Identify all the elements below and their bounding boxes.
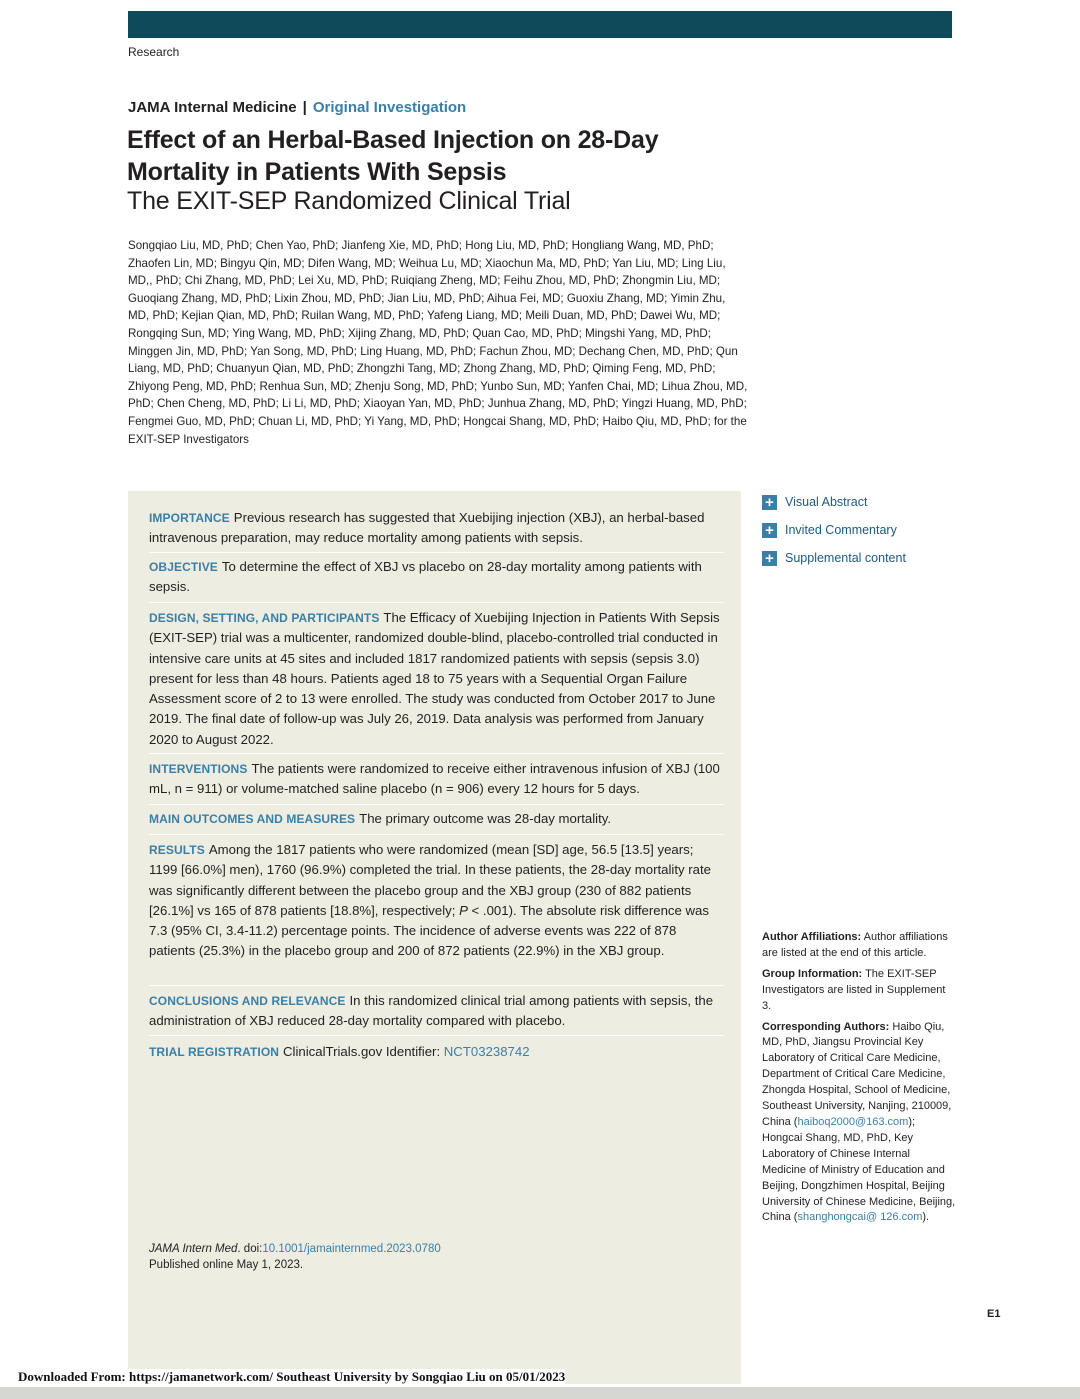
abstract-registration xyxy=(149,1042,724,1062)
group-information xyxy=(762,967,957,1015)
link-label: Invited Commentary xyxy=(785,523,897,537)
divider xyxy=(149,834,724,835)
section-text: The Efficacy of Xuebijing Injection in Patients With Sepsis (EXIT-SEP) trial was a multicenter, randomized double-blind, placebo-controlled trial conducted in intensive care units at 45 sites and included 1817 randomized patients with sepsis (sepsis 3.0) present for less than 48 hours. Patients aged 18 to 75 years with a Sequential Organ Failure Assessment score of 2 to 13 were enrolled. The study was conducted from October 2017 to June 2019. The final date of follow-up was July 26, 2019. Data analysis was performed from January 2020 to August 2022. xyxy=(149,610,720,747)
section-heading: MAIN OUTCOMES AND MEASURES xyxy=(149,812,356,826)
divider xyxy=(149,804,724,805)
abstract-objective xyxy=(149,557,724,598)
section-text: Previous research has suggested that Xuebijing injection (XBJ), an herbal-based intravenous preparation, may reduce mortality among patients with sepsis. xyxy=(149,510,705,546)
email-link-shang[interactable]: shanghongcai@ 126.com xyxy=(797,1211,923,1224)
section-heading: IMPORTANCE xyxy=(149,511,230,525)
section-heading: RESULTS xyxy=(149,843,205,857)
article-type: Original Investigation xyxy=(312,99,467,116)
journal-abbrev: JAMA Intern Med xyxy=(149,1243,238,1255)
corresponding-heading: Corresponding Authors: xyxy=(762,1020,890,1033)
article-title: Effect of an Herbal-Based Injection on 28-Day Mortality in Patients With Sepsis xyxy=(127,126,659,186)
section-text: The primary outcome was 28-day mortality. xyxy=(359,811,612,826)
article-subtitle: The EXIT-SEP Randomized Clinical Trial xyxy=(127,187,571,215)
abstract-importance xyxy=(149,508,724,549)
affiliations-heading: Author Affiliations: xyxy=(762,931,862,943)
link-label: Supplemental content xyxy=(785,551,906,565)
supplemental-content-link[interactable] xyxy=(762,544,906,572)
section-heading: CONCLUSIONS AND RELEVANCE xyxy=(149,994,346,1008)
section-text: In this randomized clinical trial among patients with sepsis, the administration of XBJ reduced 28-day mortality compared with placebo. xyxy=(149,993,714,1029)
corresponding-text-3: ). xyxy=(922,1211,930,1224)
abstract-box xyxy=(128,491,741,1384)
journal-name: JAMA Internal Medicine xyxy=(128,99,297,116)
divider xyxy=(149,1035,724,1036)
abstract-design xyxy=(149,608,724,750)
section-heading: INTERVENTIONS xyxy=(149,762,248,776)
author-affiliations xyxy=(762,930,957,962)
plus-icon: + xyxy=(762,551,777,566)
p-value-symbol: P xyxy=(459,902,468,918)
section-text-cont: < .001). The absolute risk difference was 7.3 (95% CI, 3.4-11.2) percentage points. The incidence of adverse events was 222 of 878 patients (25.3%) in the placebo group and 200 of 872 patients (22.9%) in the XBJ group. xyxy=(149,902,709,959)
section-text: Among the 1817 patients who were randomized (mean [SD] age, 56.5 [13.5] years; 1199 [66.0%] men), 1760 (96.9%) completed the trial. In these patients, the 28-day mortality rate was significantly different between the placebo group and the XBJ group (230 of 882 patients [26.1%] vs 165 of 878 patients [18.8%], respectively; xyxy=(149,842,712,918)
author-list: Songqiao Liu, MD, PhD; Chen Yao, PhD; Jianfeng Xie, MD, PhD; Hong Liu, MD, PhD; Hongliang Wang, MD, PhD; Zhaofen Lin, MD; Bingyu Qin, MD; Difen Wang, MD; Weihua Lu, MD; Xiaochun Ma, MD, PhD; Yan Liu, MD; Ling Liu, MD,, PhD; Chi Zhang, MD, PhD; Lei Xu, MD, PhD; Ruiqiang Zheng, MD; Feihu Zhou, MD, PhD; Zhongmin Liu, MD; Guoqiang Zhang, MD, PhD; Lixin Zhou, MD, PhD; Jian Liu, MD, PhD; Aihua Fei, MD; Guoxiu Zhang, MD; Yimin Zhu, MD, PhD; Kejian Qian, MD, PhD; Ruilan Wang, MD, PhD; Yafeng Liang, MD; Meili Duan, MD, PhD; Dawei Wu, MD; Rongqing Sun, MD; Ying Wang, MD, PhD; Xijing Zhang, MD, PhD; Quan Cao, MD, PhD; Mingshi Yang, MD, PhD; Minggen Jin, MD, PhD; Yan Song, MD, PhD; Ling Huang, MD, PhD; Fachun Zhou, MD; Dechang Chen, MD, PhD; Qun Liang, MD, PhD; Chuanyun Qian, MD, PhD; Zhongzhi Tang, MD; Zhong Zhang, MD, PhD; Qiming Feng, MD, PhD; Zhiyong Peng, MD, PhD; Renhua Sun, MD; Zhenju Song, MD, PhD; Yunbo Sun, MD; Yanfen Chai, MD; Lihua Zhou, MD, PhD; Chen Cheng, MD, PhD; Li Li, MD, PhD; Xiaoyan Yan, MD, PhD; Junhua Zhang, MD, PhD; Yingzi Huang, MD, PhD; Fengmei Guo, MD, PhD; Chuan Li, MD, PhD; Yi Yang, MD, PhD; Hongcai Shang, MD, PhD; Haibo Qiu, MD, PhD; for the EXIT-SEP Investigators xyxy=(128,239,748,446)
abstract-outcomes xyxy=(149,809,724,829)
citation xyxy=(149,1241,441,1273)
group-heading: Group Information: xyxy=(762,967,863,980)
section-heading: DESIGN, SETTING, AND PARTICIPANTS xyxy=(149,611,380,625)
bottom-strip xyxy=(0,1387,1080,1399)
divider xyxy=(149,602,724,603)
journal-separator: | xyxy=(302,99,307,116)
section-text: ClinicalTrials.gov Identifier: xyxy=(283,1044,444,1059)
divider xyxy=(149,552,724,553)
header-bar xyxy=(128,11,952,38)
abstract-results xyxy=(149,840,724,962)
divider xyxy=(149,985,724,986)
abstract-interventions xyxy=(149,759,724,800)
doi-link[interactable]: 10.1001/jamainternmed.2023.0780 xyxy=(262,1243,441,1255)
section-text: To determine the effect of XBJ vs placebo on 28-day mortality among patients with sepsis. xyxy=(149,559,702,595)
related-links xyxy=(762,488,906,572)
invited-commentary-link[interactable] xyxy=(762,516,906,544)
visual-abstract-link[interactable] xyxy=(762,488,906,516)
doi-prefix: . doi: xyxy=(237,1243,263,1255)
divider xyxy=(149,753,724,754)
affiliations-text: Author affiliations are listed at the end of this article. xyxy=(762,931,948,959)
plus-icon: + xyxy=(762,523,777,538)
corresponding-authors xyxy=(762,1020,957,1227)
page-number: E1 xyxy=(987,1308,1001,1320)
section-text: The patients were randomized to receive either intravenous infusion of XBJ (100 mL, n = 911) or volume-matched saline placebo (n = 906) every 12 hours for 5 days. xyxy=(149,761,720,797)
email-link-qiu[interactable]: haiboq2000@163.com xyxy=(797,1115,909,1128)
abstract-conclusions xyxy=(149,991,724,1032)
published-date: Published online May 1, 2023. xyxy=(149,1259,304,1271)
group-text: The EXIT-SEP Investigators are listed in Supplement 3. xyxy=(762,967,946,1012)
corresponding-text: Haibo Qiu, MD, PhD, Jiangsu Provincial Key Laboratory of Critical Care Medicine, Department of Critical Care Medicine, Zhongda Hospital, School of Medicine, Southeast University, Nanjing, 210009, China ( xyxy=(762,1020,952,1128)
section-label: Research xyxy=(128,45,180,59)
author-info xyxy=(762,930,957,1231)
section-heading: OBJECTIVE xyxy=(149,560,218,574)
corresponding-text-2: ); Hongcai Shang, MD, PhD, Key Laboratory of Chinese Internal Medicine of Ministry of Education and Beijing, Dongzhimen Hospital, Beijing University of Chinese Medicine, Beijing, China ( xyxy=(762,1115,956,1224)
plus-icon: + xyxy=(762,495,777,510)
trial-id-link[interactable]: NCT03238742 xyxy=(443,1044,530,1059)
link-label: Visual Abstract xyxy=(785,495,868,509)
section-heading: TRIAL REGISTRATION xyxy=(149,1045,280,1059)
journal-line xyxy=(128,99,466,116)
download-footer: Downloaded From: https://jamanetwork.com/ Southeast University by Songqiao Liu on 05/01/2023 xyxy=(18,1369,566,1384)
